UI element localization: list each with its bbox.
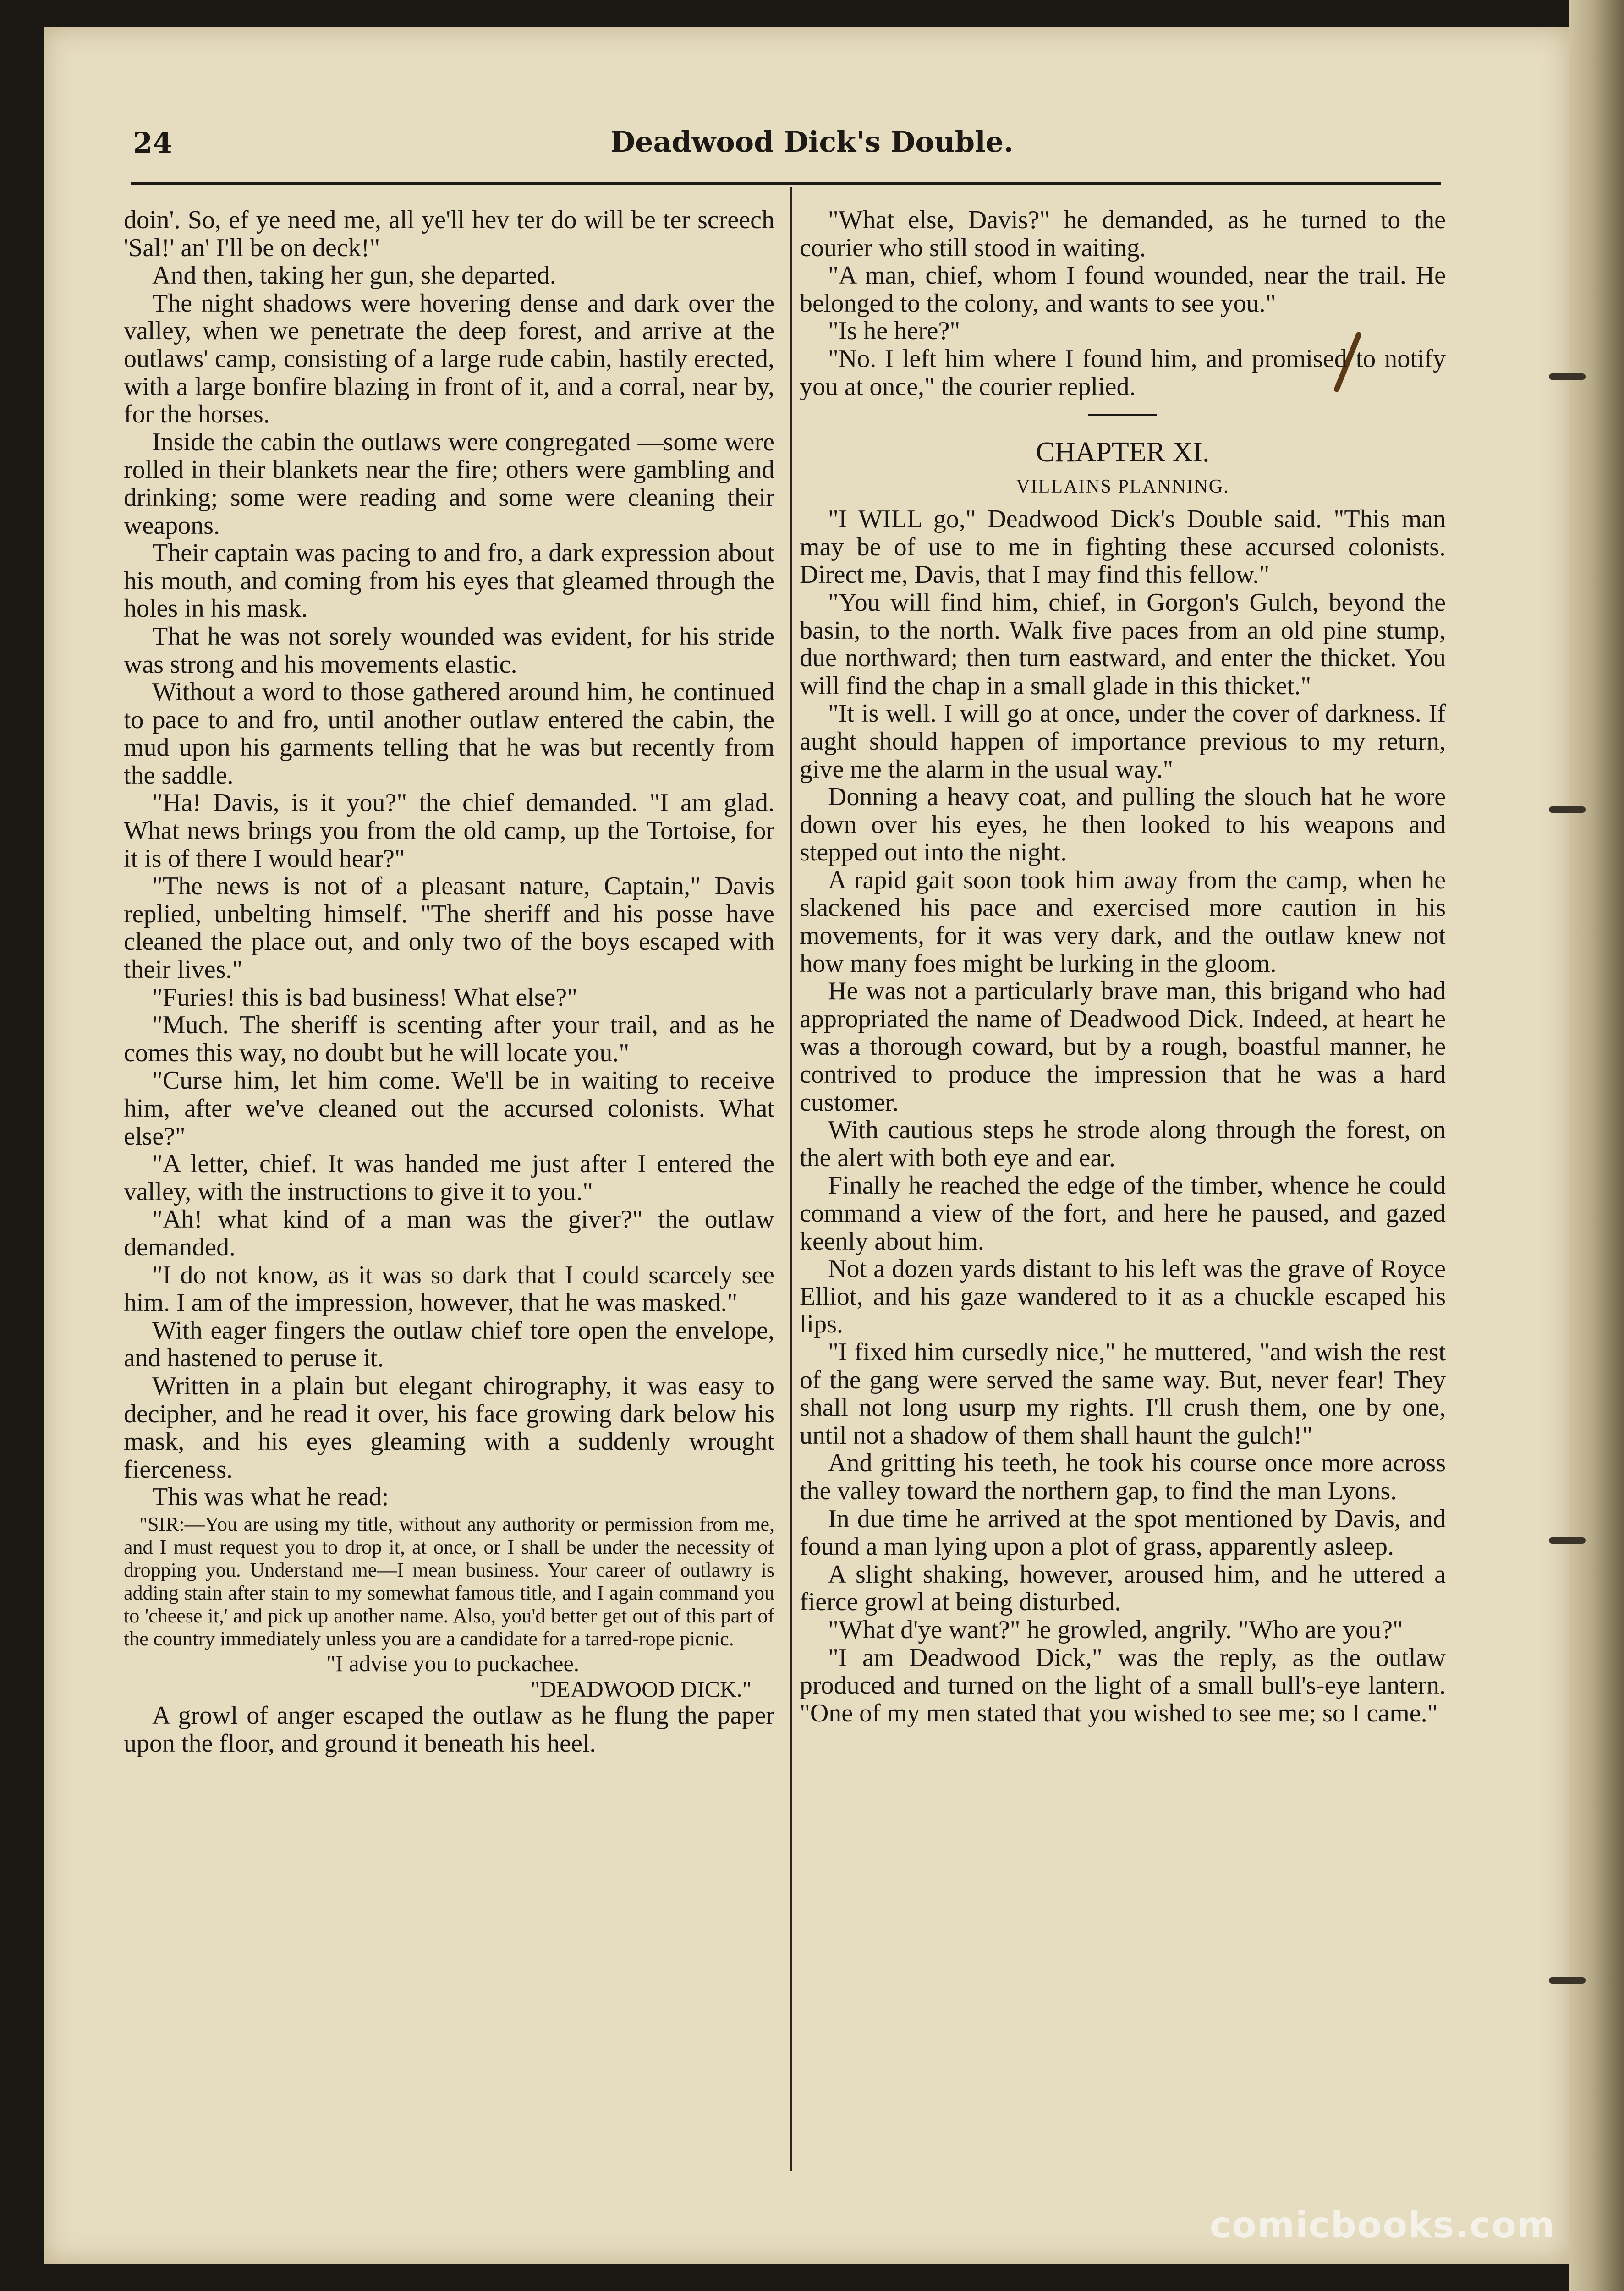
- letter-advice: "I advise you to puckachee.: [326, 1650, 580, 1676]
- paragraph: A rapid gait soon took him away from the camp, when he slackened his pace and exercised more caution in his movements, for it was very dark, and the outlaw knew not how many foes might be lurking in the gloom.: [800, 866, 1446, 978]
- paragraph: Finally he reached the edge of the timber, whence he could command a view of the fort, and here he paused, and gazed keenly about him.: [800, 1171, 1446, 1255]
- paragraph: A growl of anger escaped the outlaw as he flung the paper upon the floor, and ground it beneath his heel.: [124, 1701, 774, 1758]
- letter-block: [124, 1513, 774, 1650]
- paragraph: The night shadows were hovering dense and dark over the valley, when we penetrate the deep forest, and arrive at the outlaws' camp, consisting of a large rude cabin, hastily erected, with a large bonfire blazing in front of it, and a corral, near by, for the horses.: [124, 289, 774, 429]
- paragraph: And gritting his teeth, he took his course once more across the valley toward the northern gap, to find the man Lyons.: [800, 1449, 1446, 1505]
- paragraph: Without a word to those gathered around him, he continued to pace to and fro, until another outlaw entered the cabin, the mud upon his garments telling that he was but recently from the saddle.: [124, 678, 774, 789]
- paragraph: "I WILL go," Deadwood Dick's Double said. "This man may be of use to me in fighting these accursed colonists. Direct me, Davis, that I may find this fellow.": [800, 505, 1446, 589]
- column-divider: [790, 187, 792, 2171]
- paragraph: Not a dozen yards distant to his left was the grave of Royce Elliot, and his gaze wandered to it as a chuckle escaped his lips.: [800, 1255, 1446, 1339]
- paragraph: A slight shaking, however, aroused him, and he uttered a fierce growl at being disturbed.: [800, 1560, 1446, 1617]
- left-column: [124, 206, 774, 1757]
- paragraph: "I am Deadwood Dick," was the reply, as the outlaw produced and turned on the light of a small bull's-eye lantern. "One of my men stated that you wished to see me; so I came.": [800, 1643, 1446, 1727]
- staple: [1549, 806, 1586, 813]
- paragraph: "Ha! Davis, is it you?" the chief demanded. "I am glad. What news brings you from the old camp, up the Tortoise, for it is of there I would hear?": [124, 789, 774, 873]
- paragraph: "Ah! what kind of a man was the giver?" the outlaw demanded.: [124, 1205, 774, 1261]
- paragraph: "I do not know, as it was so dark that I could scarcely see him. I am of the impression, however, that he was masked.": [124, 1261, 774, 1317]
- paragraph: "A man, chief, whom I found wounded, near the trail. He belonged to the colony, and wants to see you.": [800, 261, 1446, 318]
- paragraph: Written in a plain but elegant chirography, it was easy to decipher, and he read it over, his face growing dark below his mask, and his eyes gleaming with a suddenly wrought fierceness.: [124, 1371, 774, 1484]
- paragraph: "Curse him, let him come. We'll be in waiting to receive him, after we've cleaned out the accursed colonists. What else?": [124, 1066, 774, 1151]
- section-rule: [1088, 414, 1157, 416]
- staple: [1549, 1977, 1586, 1984]
- paragraph: Donning a heavy coat, and pulling the slouch hat he wore down over his eyes, he then looked to his weapons and stepped out into the night.: [800, 783, 1446, 867]
- letter-text: "SIR:—You are using my title, without any authority or permission from me, and I must request you to drop it, at once, or I shall be under the necessity of dropping you. Understand me—I mean business. Your career of outlawry is adding stain after stain to my somewhat famous title, and I again command you to 'cheese it,' and pick up another name. Also, you'd better get out of this part of the country immediately unless you are a candidate for a tarred-rope picnic.: [124, 1513, 774, 1650]
- paragraph: That he was not sorely wounded was evident, for his stride was strong and his movements elastic.: [124, 622, 774, 679]
- staple: [1549, 1537, 1586, 1544]
- paragraph: He was not a particularly brave man, this brigand who had appropriated the name of Deadwood Dick. Indeed, at heart he was a thorough coward, but by a rough, boastful manner, he contrived to produce the impression that he was a hard customer.: [800, 977, 1446, 1117]
- letter-signature: "DEADWOOD DICK.": [530, 1676, 752, 1702]
- paragraph: "The news is not of a pleasant nature, Captain," Davis replied, unbelting himself. "The sheriff and his posse have cleaned the place out, and only two of the boys escaped with their lives.": [124, 872, 774, 984]
- paragraph: "You will find him, chief, in Gorgon's Gulch, beyond the basin, to the north. Walk five paces from an old pine stump, due northward; then turn eastward, and enter the thicket. You will find the chap in a small glade in this thicket.": [800, 588, 1446, 700]
- page-number: 24: [133, 126, 173, 159]
- paragraph: "Furies! this is bad business! What else?": [152, 983, 578, 1012]
- paragraph: "Is he here?": [828, 317, 960, 345]
- paragraph: This was what he read:: [152, 1483, 389, 1512]
- paragraph: "Much. The sheriff is scenting after your trail, and as he comes this way, no doubt but he will locate you.": [124, 1011, 774, 1067]
- paragraph: "A letter, chief. It was handed me just after I entered the valley, with the instructions to give it to you.": [124, 1150, 774, 1206]
- header-rule: [131, 182, 1441, 185]
- paragraph: "It is well. I will go at once, under the cover of darkness. If aught should happen of importance previous to my return, give me the alarm in the usual way.": [800, 699, 1446, 784]
- right-column: [800, 206, 1446, 1727]
- paragraph: "I fixed him cursedly nice," he muttered, "and wish the rest of the gang were served the same way. But, never fear! They shall not long usurp my rights. I'll crush them, one by one, until not a shadow of them shall haunt the gulch!": [800, 1337, 1446, 1450]
- paragraph: And then, taking her gun, she departed.: [152, 261, 556, 290]
- paragraph: In due time he arrived at the spot mentioned by Davis, and found a man lying upon a plot of grass, apparently asleep.: [800, 1504, 1446, 1561]
- paragraph: "No. I left him where I found him, and promised to notify you at once," the courier replied.: [800, 344, 1446, 401]
- paragraph: "What else, Davis?" he demanded, as he turned to the courier who still stood in waiting.: [800, 206, 1446, 262]
- paragraph: doin'. So, ef ye need me, all ye'll hev ter do will be ter screech 'Sal!' an' I'll be on deck!": [124, 206, 774, 262]
- watermark: comicbooks.com: [1209, 2205, 1555, 2246]
- staple: [1549, 373, 1586, 380]
- chapter-title: CHAPTER XI.: [1036, 437, 1210, 468]
- paragraph: With cautious steps he strode along through the forest, on the alert with both eye and ear.: [800, 1116, 1446, 1172]
- paragraph: Inside the cabin the outlaws were congregated —some were rolled in their blankets near the fire; others were gambling and drinking; some were reading and some were cleaning their weapons.: [124, 428, 774, 540]
- paragraph: Their captain was pacing to and fro, a dark expression about his mouth, and coming from his eyes that gleamed through the holes in his mask.: [124, 539, 774, 623]
- running-title: Deadwood Dick's Double.: [610, 125, 1014, 159]
- paragraph: With eager fingers the outlaw chief tore open the envelope, and hastened to peruse it.: [124, 1316, 774, 1373]
- chapter-subtitle: VILLAINS PLANNING.: [1016, 476, 1229, 498]
- binding-edge: [1569, 0, 1624, 2291]
- paragraph: "What d'ye want?" he growled, angrily. "Who are you?": [828, 1615, 1403, 1644]
